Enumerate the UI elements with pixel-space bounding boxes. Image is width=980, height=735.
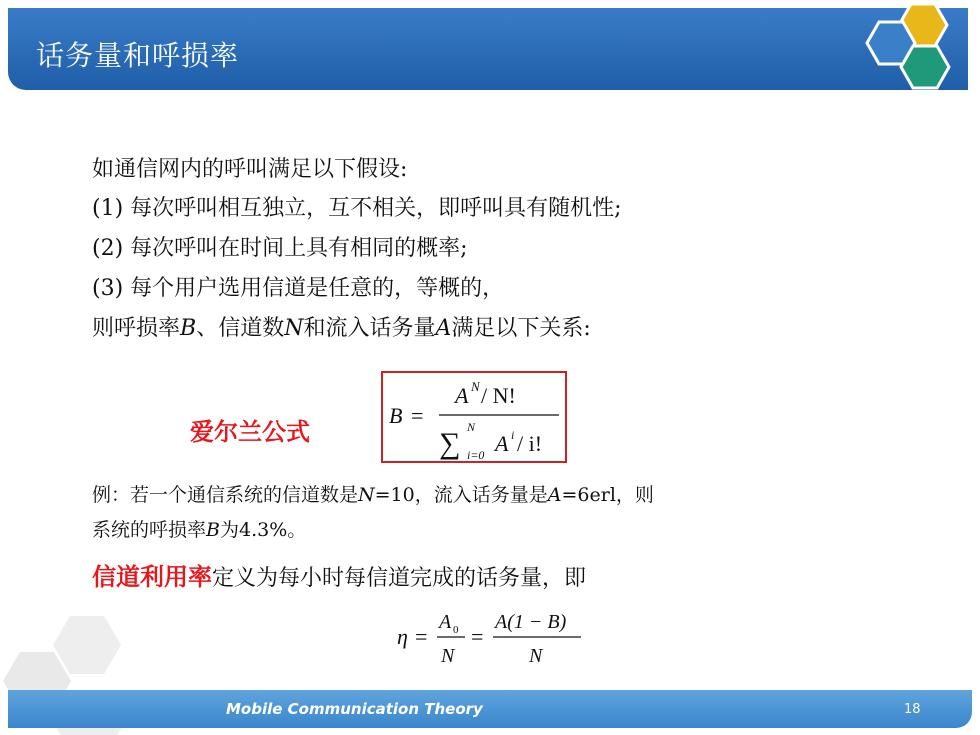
example-text-2: =10，流入话务量是 [374, 484, 548, 506]
channel-utilization-definition: 定义为每小时每信道完成的话务量，即 [212, 566, 587, 591]
page-number: 18 [904, 702, 921, 717]
relation-text-4: 满足以下关系: [451, 316, 591, 341]
var-a: A [435, 316, 452, 341]
body-line-2: (1) 每次呼叫相互独立，互不相关，即呼叫具有随机性; [92, 196, 622, 221]
denominator-exponent: i [511, 428, 515, 442]
denominator-base: A [495, 431, 509, 456]
example-text-5: 为4.3%。 [219, 519, 307, 541]
example-var-a: A [547, 484, 562, 506]
formula-equals: = [411, 403, 424, 428]
eta-frac2-numerator: A(1 − B) [495, 611, 567, 633]
relation-text-3: 和流入话务量 [303, 316, 436, 341]
relation-text-1: 则呼损率 [92, 316, 181, 341]
body-line-1: 如通信网内的呼叫满足以下假设: [92, 157, 408, 182]
numerator-base: A [455, 383, 469, 408]
eta-symbol: η [397, 624, 408, 649]
numerator-exponent: N [471, 379, 480, 394]
eta-frac1-denominator: N [441, 645, 455, 667]
body-line-4: (3) 每个用户选用信道是任意的，等概的， [92, 276, 505, 301]
eta-equals-2: = [471, 624, 484, 649]
example-var-n: N [358, 484, 375, 506]
body-line-3: (2) 每次呼叫在时间上具有相同的概率; [92, 236, 468, 261]
eta-frac1-numerator: A [439, 611, 452, 633]
example-var-b: B [206, 519, 220, 541]
eta-equals-1: = [415, 624, 428, 649]
example-line-2 [92, 515, 306, 542]
erlang-formula-label: 爱尔兰公式 [190, 417, 310, 446]
eta-frac2-denominator: N [529, 645, 543, 667]
example-text-3: =6erl，则 [561, 484, 654, 506]
var-n: N [284, 316, 304, 341]
slide-title: 话务量和呼损率 [36, 39, 240, 72]
example-text-4: 系统的呼损率 [92, 519, 207, 541]
title-bar [8, 8, 968, 90]
formula-lhs: B [389, 403, 403, 428]
denominator-rest: / i! [517, 431, 543, 456]
sum-upper-limit: N [467, 420, 476, 434]
example-line-1 [92, 480, 654, 507]
eta-frac1-subscript: 0 [453, 624, 459, 636]
var-b: B [180, 316, 197, 341]
example-text-1: 例：若一个通信系统的信道数是 [92, 484, 359, 506]
channel-utilization-term: 信道利用率 [92, 562, 212, 591]
numerator-rest: / N! [481, 383, 516, 408]
footer-bar [8, 690, 972, 728]
hexagon-logo-icon [865, 0, 980, 100]
sigma-symbol: ∑ [439, 427, 461, 460]
eta-formula [395, 602, 625, 672]
relation-line [92, 311, 591, 342]
footer-title: Mobile Communication Theory [226, 700, 483, 718]
channel-utilization-line [92, 557, 586, 592]
relation-text-2: 、信道数 [196, 316, 285, 341]
erlang-formula [383, 373, 565, 461]
erlang-formula-box [381, 371, 567, 463]
sum-lower-limit: i=0 [467, 448, 485, 461]
